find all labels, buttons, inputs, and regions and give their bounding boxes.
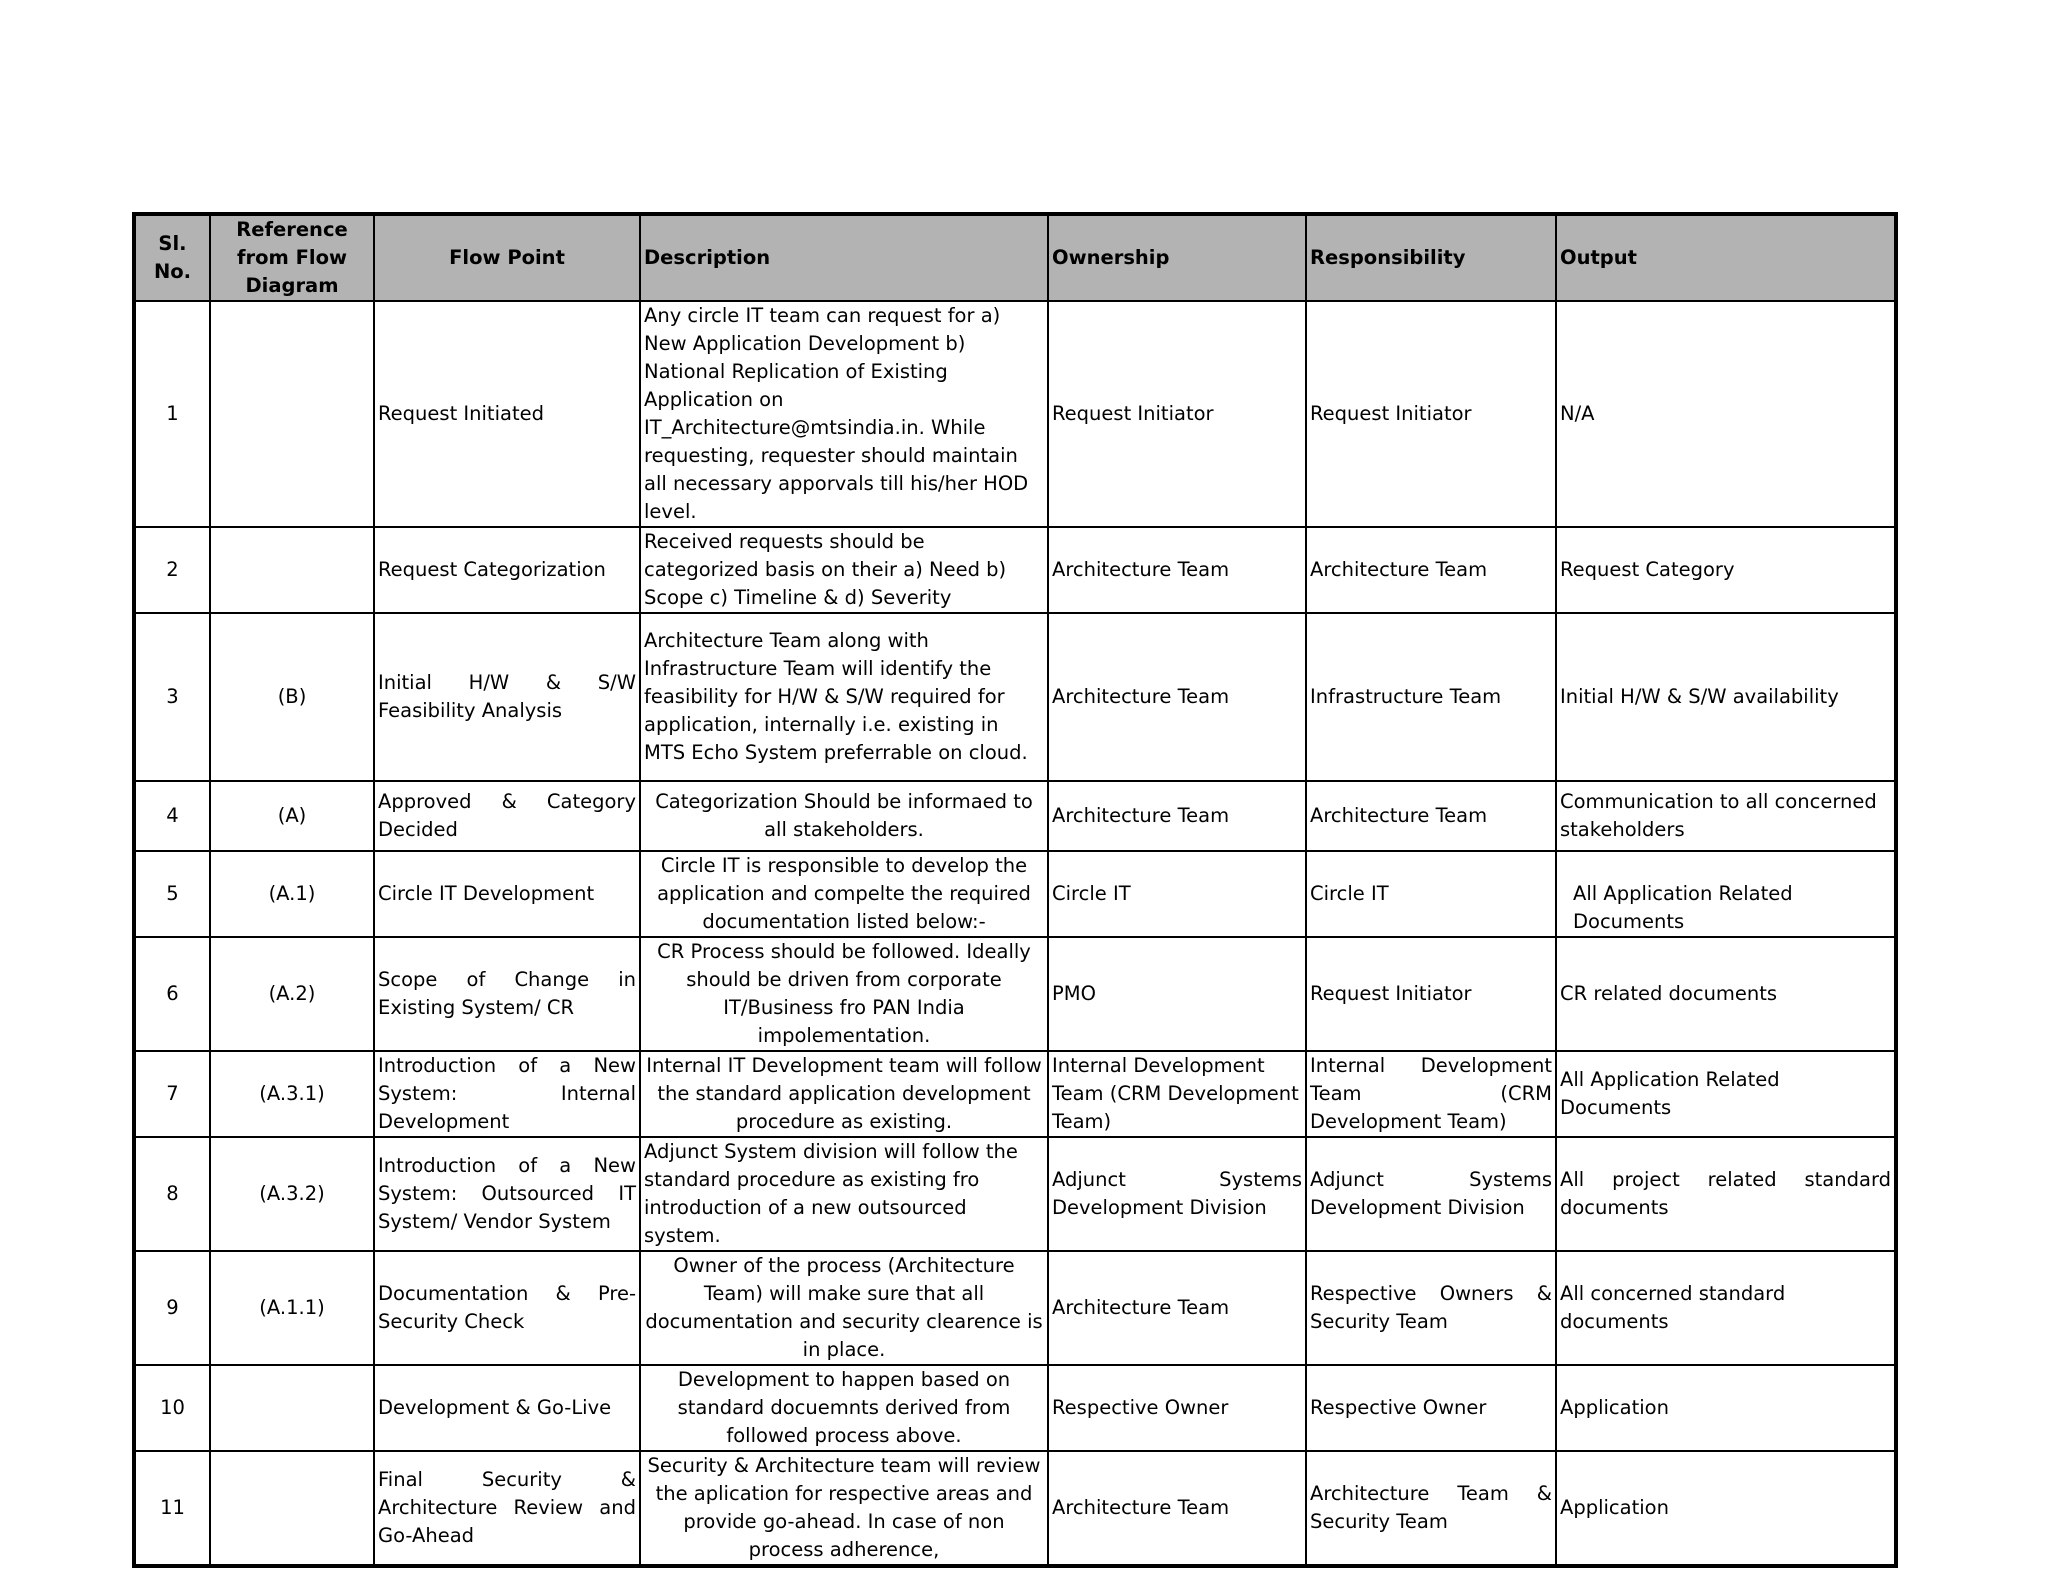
- header-responsibility: Responsibility: [1306, 214, 1556, 301]
- table-row: [134, 1365, 1896, 1451]
- cell-responsibility: Circle IT: [1306, 851, 1556, 937]
- cell-responsibility: Respective Owners & Security Team: [1306, 1251, 1556, 1365]
- cell-reference: [210, 301, 374, 527]
- cell-sl-no: 10: [134, 1365, 210, 1451]
- table-row: [134, 1137, 1896, 1251]
- cell-flow-point: Request Categorization: [374, 527, 640, 613]
- cell-output: N/A: [1556, 301, 1896, 527]
- header-reference: Reference from Flow Diagram: [210, 214, 374, 301]
- table-row: [134, 1051, 1896, 1137]
- cell-sl-no: 8: [134, 1137, 210, 1251]
- cell-description: Internal IT Development team will follow the standard application development procedure as existing.: [640, 1051, 1048, 1137]
- header-sl-no: Sl. No.: [134, 214, 210, 301]
- cell-reference: (A.2): [210, 937, 374, 1051]
- cell-flow-point: Introduction of a New System: Internal Development: [374, 1051, 640, 1137]
- cell-description: Development to happen based on standard docuemnts derived from followed process above.: [640, 1365, 1048, 1451]
- cell-reference: [210, 1451, 374, 1566]
- cell-output: Initial H/W & S/W availability: [1556, 613, 1896, 781]
- cell-sl-no: 7: [134, 1051, 210, 1137]
- cell-sl-no: 11: [134, 1451, 210, 1566]
- cell-reference: [210, 1365, 374, 1451]
- cell-responsibility: Architecture Team: [1306, 781, 1556, 851]
- cell-ownership: Request Initiator: [1048, 301, 1306, 527]
- cell-sl-no: 2: [134, 527, 210, 613]
- table-row: [134, 1451, 1896, 1566]
- cell-ownership: Circle IT: [1048, 851, 1306, 937]
- cell-description: Architecture Team along with Infrastructure Team will identify the feasibility for H/W & S/W required for application, internally i.e. existing in MTS Echo System preferrable on cloud.: [640, 613, 1048, 781]
- cell-output: Application: [1556, 1451, 1896, 1566]
- cell-output: All Application Related Documents: [1556, 851, 1896, 937]
- cell-description: Security & Architecture team will review the aplication for respective areas and provide go-ahead. In case of non process adherence,: [640, 1451, 1048, 1566]
- process-table: [132, 212, 1898, 1568]
- cell-responsibility: Adjunct Systems Development Division: [1306, 1137, 1556, 1251]
- cell-reference: (B): [210, 613, 374, 781]
- cell-reference: [210, 527, 374, 613]
- table-row: [134, 937, 1896, 1051]
- cell-responsibility: Architecture Team & Security Team: [1306, 1451, 1556, 1566]
- cell-reference: (A): [210, 781, 374, 851]
- cell-sl-no: 6: [134, 937, 210, 1051]
- cell-ownership: Architecture Team: [1048, 613, 1306, 781]
- cell-ownership: PMO: [1048, 937, 1306, 1051]
- header-ownership: Ownership: [1048, 214, 1306, 301]
- cell-ownership: Adjunct Systems Development Division: [1048, 1137, 1306, 1251]
- cell-output: Communication to all concerned stakeholders: [1556, 781, 1896, 851]
- header-row: [134, 214, 1896, 301]
- cell-ownership: Internal Development Team (CRM Development Team): [1048, 1051, 1306, 1137]
- cell-output: Application: [1556, 1365, 1896, 1451]
- cell-reference: (A.3.2): [210, 1137, 374, 1251]
- cell-sl-no: 3: [134, 613, 210, 781]
- cell-reference: (A.3.1): [210, 1051, 374, 1137]
- cell-responsibility: Infrastructure Team: [1306, 613, 1556, 781]
- table-row: [134, 851, 1896, 937]
- cell-description: Received requests should be categorized basis on their a) Need b) Scope c) Timeline & d) Severity: [640, 527, 1048, 613]
- table-row: [134, 613, 1896, 781]
- cell-reference: (A.1.1): [210, 1251, 374, 1365]
- cell-reference: (A.1): [210, 851, 374, 937]
- cell-description: CR Process should be followed. Ideally should be driven from corporate IT/Business fro PAN India impolementation.: [640, 937, 1048, 1051]
- cell-flow-point: Documentation & Pre-Security Check: [374, 1251, 640, 1365]
- cell-output: All concerned standard documents: [1556, 1251, 1896, 1365]
- cell-flow-point: Initial H/W & S/W Feasibility Analysis: [374, 613, 640, 781]
- cell-output: CR related documents: [1556, 937, 1896, 1051]
- cell-responsibility: Respective Owner: [1306, 1365, 1556, 1451]
- table-row: [134, 1251, 1896, 1365]
- cell-flow-point: Development & Go-Live: [374, 1365, 640, 1451]
- cell-ownership: Architecture Team: [1048, 781, 1306, 851]
- cell-responsibility: Request Initiator: [1306, 937, 1556, 1051]
- cell-flow-point: Approved & Category Decided: [374, 781, 640, 851]
- cell-flow-point: Request Initiated: [374, 301, 640, 527]
- cell-description: Owner of the process (Architecture Team) will make sure that all documentation and security clearence is in place.: [640, 1251, 1048, 1365]
- cell-flow-point: Introduction of a New System: Outsourced IT System/ Vendor System: [374, 1137, 640, 1251]
- cell-description: Any circle IT team can request for a) New Application Development b) National Replication of Existing Application on IT_Architecture@mtsindia.in. While requesting, requester should maintain all necessary apporvals till his/her HOD level.: [640, 301, 1048, 527]
- cell-output: Request Category: [1556, 527, 1896, 613]
- cell-sl-no: 9: [134, 1251, 210, 1365]
- cell-output: All Application Related Documents: [1556, 1051, 1896, 1137]
- cell-sl-no: 4: [134, 781, 210, 851]
- cell-flow-point: Scope of Change in Existing System/ CR: [374, 937, 640, 1051]
- table-row: [134, 781, 1896, 851]
- cell-ownership: Architecture Team: [1048, 1251, 1306, 1365]
- cell-ownership: Architecture Team: [1048, 527, 1306, 613]
- table-row: [134, 527, 1896, 613]
- header-description: Description: [640, 214, 1048, 301]
- cell-sl-no: 1: [134, 301, 210, 527]
- cell-ownership: Respective Owner: [1048, 1365, 1306, 1451]
- cell-description: Adjunct System division will follow the standard procedure as existing fro introduction of a new outsourced system.: [640, 1137, 1048, 1251]
- table-row: [134, 301, 1896, 527]
- header-output: Output: [1556, 214, 1896, 301]
- cell-responsibility: Internal Development Team (CRM Development Team): [1306, 1051, 1556, 1137]
- cell-flow-point: Circle IT Development: [374, 851, 640, 937]
- header-flow-point: Flow Point: [374, 214, 640, 301]
- cell-flow-point: Final Security & Architecture Review and Go-Ahead: [374, 1451, 640, 1566]
- cell-description: Circle IT is responsible to develop the application and compelte the required documentation listed below:-: [640, 851, 1048, 937]
- cell-sl-no: 5: [134, 851, 210, 937]
- cell-description: Categorization Should be informaed to all stakeholders.: [640, 781, 1048, 851]
- cell-output: All project related standard documents: [1556, 1137, 1896, 1251]
- cell-responsibility: Architecture Team: [1306, 527, 1556, 613]
- cell-ownership: Architecture Team: [1048, 1451, 1306, 1566]
- cell-responsibility: Request Initiator: [1306, 301, 1556, 527]
